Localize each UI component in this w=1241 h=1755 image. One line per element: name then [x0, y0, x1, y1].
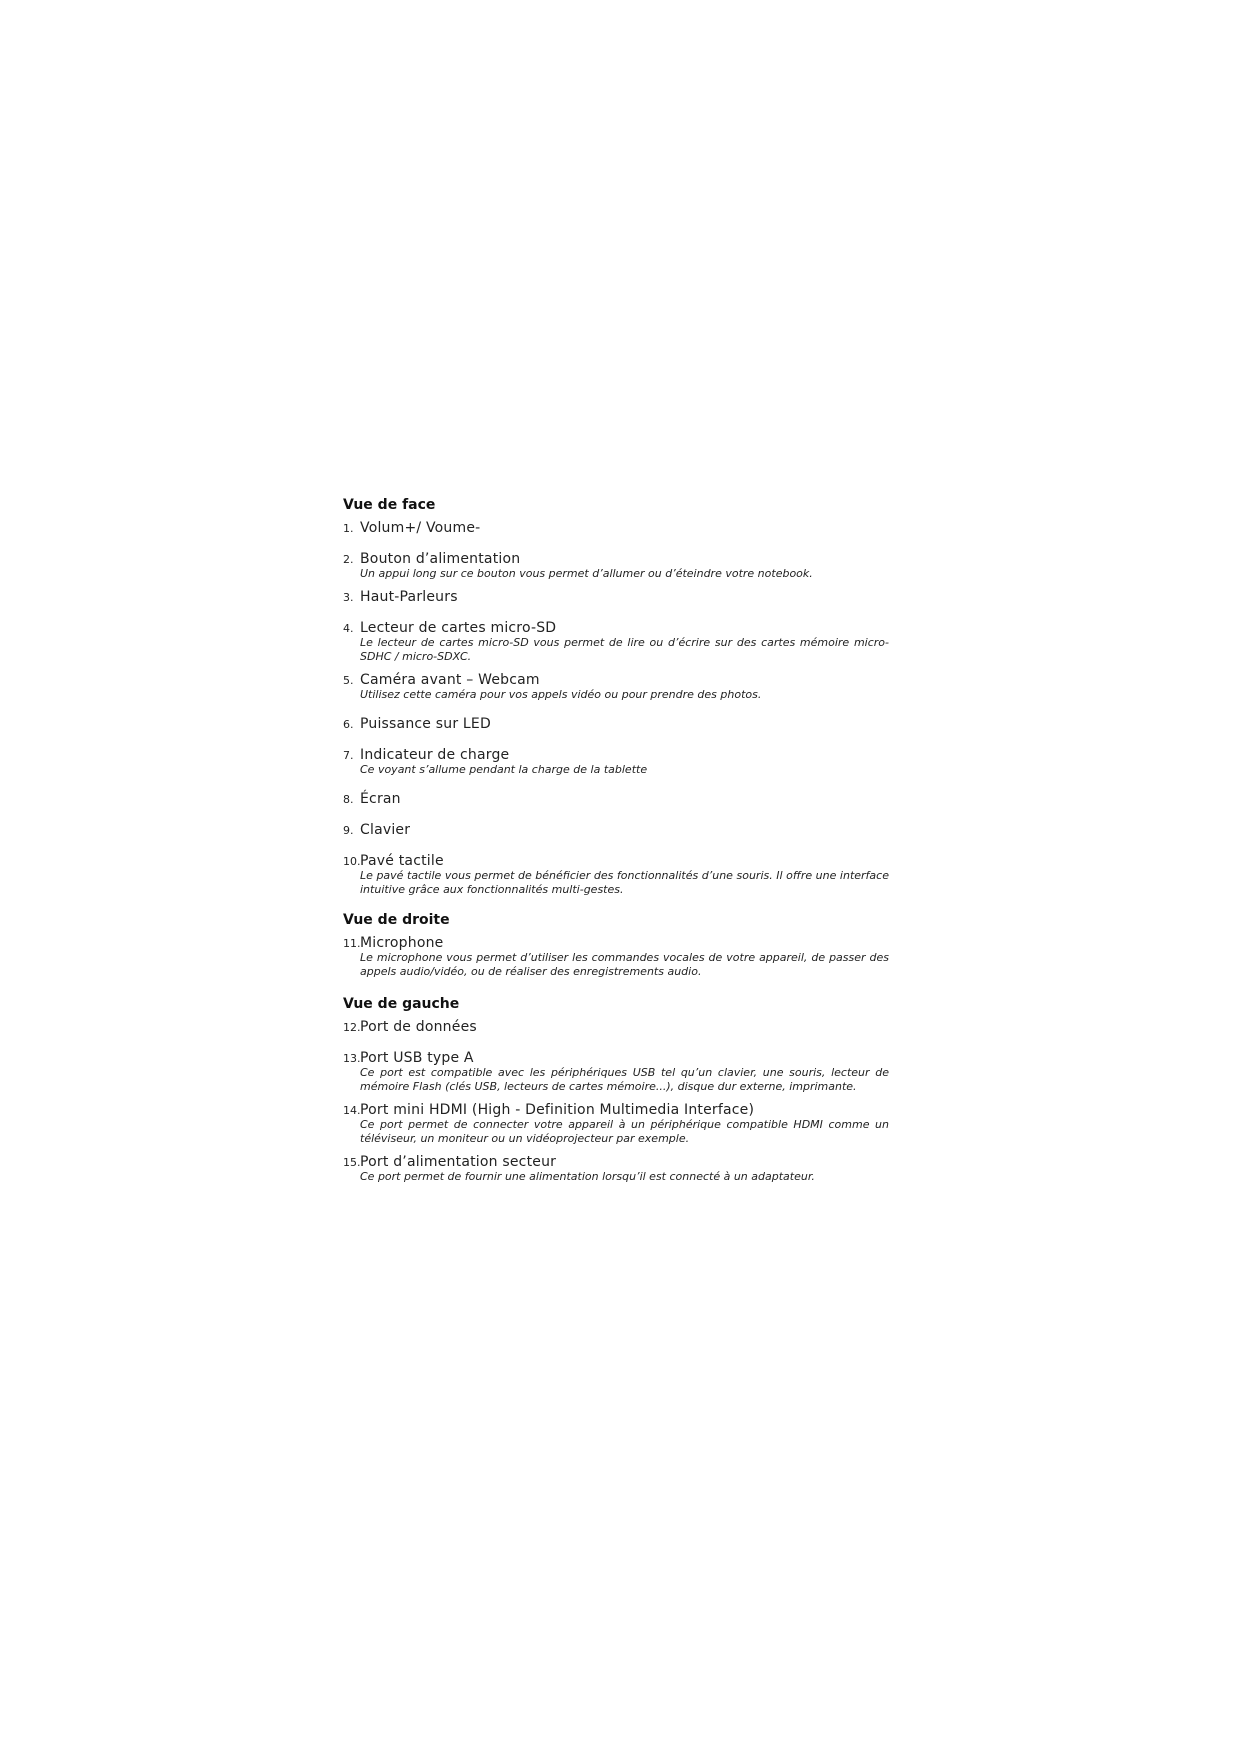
document-body — [343, 496, 889, 1194]
item-title: Port mini HDMI (High - Definition Multimedia Interface) — [360, 1102, 755, 1118]
item-description: Le lecteur de cartes micro-SD vous permet de lire ou d’écrire sur des cartes mémoire micro-SDHC / micro-SDXC. — [360, 636, 889, 663]
item-number: 7. — [343, 749, 354, 762]
item-title: Indicateur de charge — [360, 747, 510, 763]
item-number: 5. — [343, 674, 354, 687]
item-number: 2. — [343, 553, 354, 566]
item-number: 8. — [343, 793, 354, 806]
item-title: Écran — [360, 791, 401, 807]
item-number: 11. — [343, 937, 361, 950]
item-description: Ce port est compatible avec les périphériques USB tel qu’un clavier, une souris, lecteur de mémoire Flash (clés USB, lecteurs de cartes mémoire...), disque dur externe, imprimante. — [360, 1066, 889, 1093]
section-vue-de-droite — [343, 911, 889, 979]
item-description: Utilisez cette caméra pour vos appels vidéo ou pour prendre des photos. — [360, 688, 762, 701]
section-title: Vue de face — [343, 497, 436, 513]
list-item — [343, 1102, 889, 1146]
item-description: Le pavé tactile vous permet de bénéficier des fonctionnalités d’une souris. Il offre une interface intuitive grâce aux fonctionnalités multi-gestes. — [360, 869, 889, 896]
item-number: 1. — [343, 522, 354, 535]
item-number: 10. — [343, 855, 361, 868]
item-title: Clavier — [360, 822, 411, 838]
list-item — [343, 716, 889, 733]
item-title: Port d’alimentation secteur — [360, 1154, 557, 1170]
list-item — [343, 853, 889, 897]
item-number: 4. — [343, 622, 354, 635]
item-number: 3. — [343, 591, 354, 604]
item-number: 15. — [343, 1156, 361, 1169]
list-item — [343, 1019, 889, 1036]
list-item — [343, 1050, 889, 1094]
item-title: Port de données — [360, 1019, 477, 1035]
section-title: Vue de droite — [343, 912, 450, 928]
item-title: Lecteur de cartes micro-SD — [360, 620, 557, 636]
item-number: 14. — [343, 1104, 361, 1117]
item-description: Le microphone vous permet d’utiliser les commandes vocales de votre appareil, de passer des appels audio/vidéo, ou de réaliser des enregistrements audio. — [360, 951, 889, 978]
list-item — [343, 672, 889, 702]
item-title: Pavé tactile — [360, 853, 444, 869]
list-item — [343, 520, 889, 537]
section-vue-de-face — [343, 496, 889, 897]
item-number: 13. — [343, 1052, 361, 1065]
section-title: Vue de gauche — [343, 996, 460, 1012]
list-item — [343, 791, 889, 808]
list-item — [343, 935, 889, 979]
item-title: Microphone — [360, 935, 444, 951]
list-item — [343, 1154, 889, 1184]
item-title: Caméra avant – Webcam — [360, 672, 540, 688]
list-item — [343, 589, 889, 606]
item-number: 12. — [343, 1021, 361, 1034]
item-title: Haut-Parleurs — [360, 589, 458, 605]
item-number: 9. — [343, 824, 354, 837]
item-description: Ce port permet de fournir une alimentation lorsqu’il est connecté à un adaptateur. — [360, 1170, 815, 1183]
list-item — [343, 551, 889, 581]
item-number: 6. — [343, 718, 354, 731]
item-description: Ce voyant s’allume pendant la charge de la tablette — [360, 763, 648, 776]
list-item — [343, 747, 889, 777]
list-item — [343, 620, 889, 664]
item-description: Un appui long sur ce bouton vous permet d’allumer ou d’éteindre votre notebook. — [360, 567, 813, 580]
item-title: Port USB type A — [360, 1050, 474, 1066]
item-title: Volum+/ Voume- — [360, 520, 481, 536]
item-description: Ce port permet de connecter votre appareil à un périphérique compatible HDMI comme un téléviseur, un moniteur ou un vidéoprojecteur par exemple. — [360, 1118, 889, 1145]
list-item — [343, 822, 889, 839]
item-title: Bouton d’alimentation — [360, 551, 521, 567]
item-title: Puissance sur LED — [360, 716, 491, 732]
section-vue-de-gauche — [343, 995, 889, 1184]
